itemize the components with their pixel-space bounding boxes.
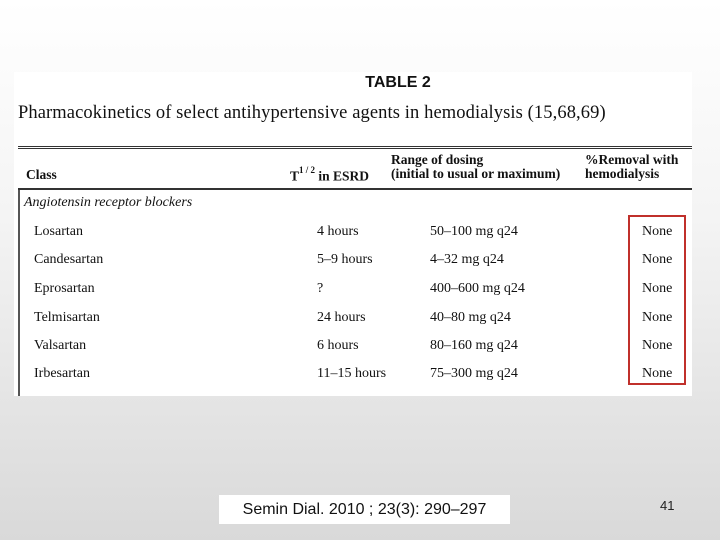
table-row xyxy=(14,277,692,305)
half-life: 5–9 hours xyxy=(317,252,373,267)
group-label: Angiotensin receptor blockers xyxy=(24,195,193,210)
table-row xyxy=(14,362,692,390)
header-rule xyxy=(18,188,692,190)
half-life: 24 hours xyxy=(317,310,366,325)
drug-name: Losartan xyxy=(34,224,83,239)
header-half-life-rest: in ESRD xyxy=(315,168,370,184)
removal-value: None xyxy=(642,310,673,325)
header-removal xyxy=(585,153,678,181)
header-class: Class xyxy=(26,167,57,182)
table-row xyxy=(14,306,692,334)
half-life: 4 hours xyxy=(317,224,359,239)
removal-value: None xyxy=(642,366,673,381)
header-removal-line1: %Removal with xyxy=(585,152,679,167)
dosing-range: 80–160 mg q24 xyxy=(430,338,518,353)
table-row xyxy=(14,334,692,362)
header-half-life-t: T xyxy=(290,168,300,184)
page-number: 41 xyxy=(660,498,675,513)
table-header xyxy=(14,151,692,187)
table-row xyxy=(14,220,692,248)
removal-value: None xyxy=(642,252,673,267)
header-half-life-sup: 1 / 2 xyxy=(299,165,316,175)
table-title: TABLE 2 xyxy=(365,74,431,91)
removal-value: None xyxy=(642,281,673,296)
dosing-range: 50–100 mg q24 xyxy=(430,224,518,239)
drug-name: Valsartan xyxy=(34,338,87,353)
dosing-range: 4–32 mg q24 xyxy=(430,252,504,267)
drug-name: Irbesartan xyxy=(34,366,90,381)
header-range-line1: Range of dosing xyxy=(391,152,484,167)
drug-name: Eprosartan xyxy=(34,281,95,296)
dosing-range: 40–80 mg q24 xyxy=(430,310,511,325)
removal-value: None xyxy=(642,224,673,239)
removal-value: None xyxy=(642,338,673,353)
half-life: ? xyxy=(317,281,324,296)
table-row xyxy=(14,248,692,276)
header-half-life xyxy=(290,165,369,184)
half-life: 6 hours xyxy=(317,338,359,353)
dosing-range: 75–300 mg q24 xyxy=(430,366,518,381)
top-rule xyxy=(18,146,692,149)
table-caption: Pharmacokinetics of select antihypertensive agents in hemodialysis (15,68,69) xyxy=(18,103,606,123)
drug-name: Telmisartan xyxy=(34,310,100,325)
removal-highlight-box xyxy=(628,215,686,385)
half-life: 11–15 hours xyxy=(317,366,387,381)
header-removal-line2: hemodialysis xyxy=(585,166,660,181)
drug-name: Candesartan xyxy=(34,252,104,267)
header-range xyxy=(391,153,560,181)
citation: Semin Dial. 2010 ; 23(3): 290–297 xyxy=(219,495,510,524)
table-image xyxy=(14,72,692,396)
dosing-range: 400–600 mg q24 xyxy=(430,281,525,296)
header-range-line2: (initial to usual or maximum) xyxy=(391,166,561,181)
